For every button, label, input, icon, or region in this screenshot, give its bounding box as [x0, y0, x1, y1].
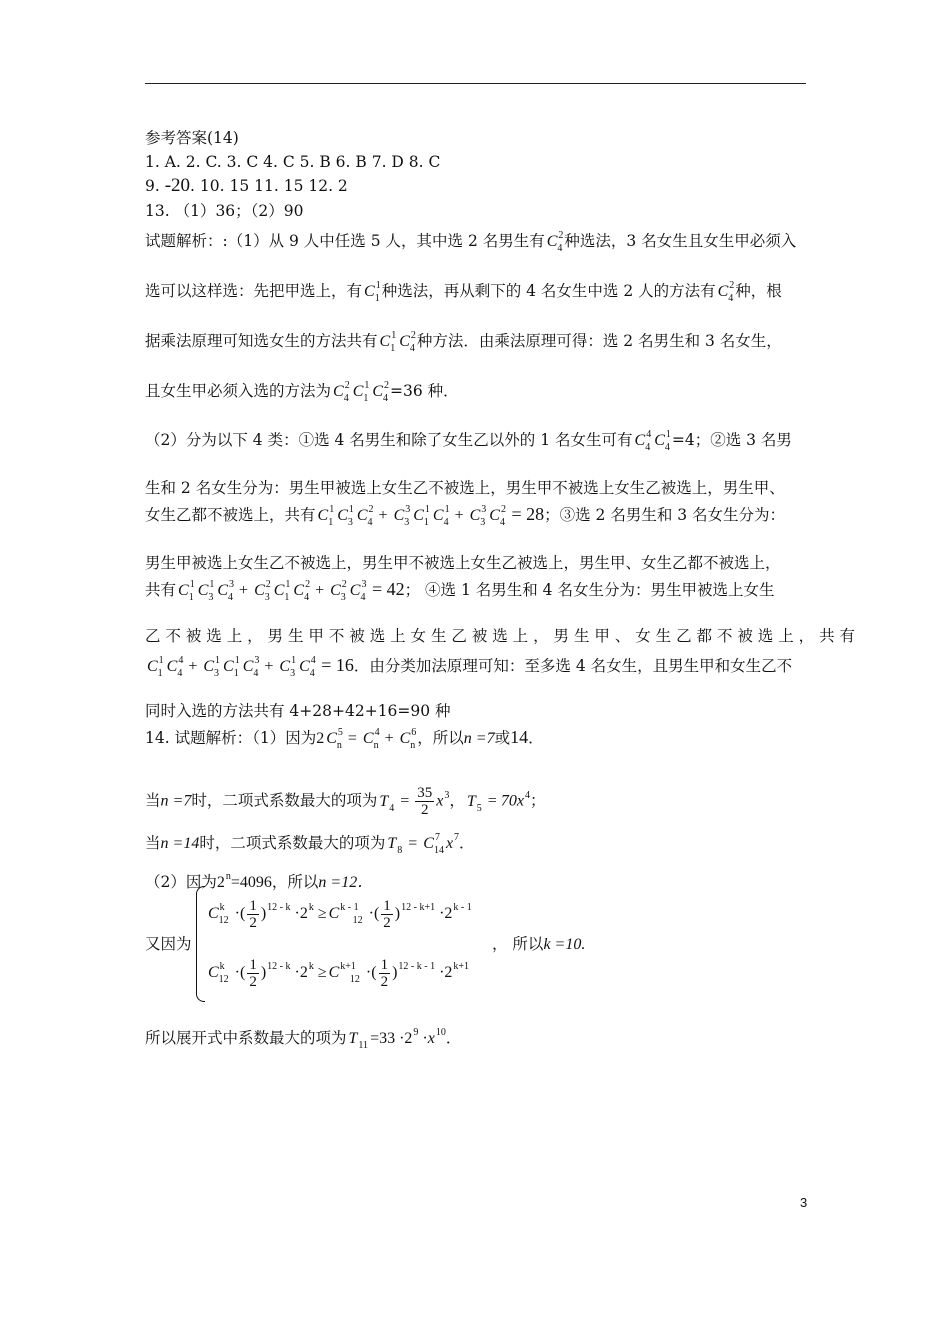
- q14-line-6: 所以展开式中系数最大的项为 $T_{11} =33 \cdot 2^9 \cdot x^{10}$．: [145, 1027, 462, 1051]
- inequality-2: $C^k_{12}$ ·( $\frac{1}{2}$ )$^{12 - k} \cdot 2^k \ge C^{k+1}_{12}$ ·( $\frac{1}{2}$ )$^{12 - k - 1} \cdot 2^{k+1}$: [208, 957, 470, 990]
- q14-line-2: 当n =7时，二项式系数最大的项为 $T_4$ = $\frac{35}{2}$ $x^3$， $T_5 = 70x^4$；: [145, 785, 546, 818]
- q14-line-3: 当n =14时，二项式系数最大的项为 $T_8 = C^7_{14}$ $x^7$．: [145, 832, 475, 856]
- q14-line-5-label: 又因为: [145, 935, 192, 953]
- header-rule: [145, 83, 806, 84]
- q13-line-10: 乙 不 被 选 上 ， 男 生 甲 不 被 选 上 女 生 乙 被 选 上 ， 男 生 甲 、 女 生 乙 都 不 被 选 上 ， 共 有: [145, 627, 856, 645]
- q13-line-11: $C^1_1$ $C^4_4 + C^1_3$ $C^1_1$ $C^3_4 + C^1_3$ $C^4_4 = 16$．由分类加法原理可知：至多选 4 名女生，且男生甲和女生乙不: [147, 655, 793, 679]
- q14-line-1: 14. 试题解析：（1）因为2 $C^5_n = C^4_n + C^6_n$ ，所以n =7或14．: [145, 727, 544, 751]
- q13-line-1: 试题解析：:（1）从 9 人中任选 5 人，其中选 2 名男生有 $C^2_4$ 种选法，3 名女生且女生甲必须入: [145, 230, 797, 254]
- inequality-1: $C^k_{12}$ ·( $\frac{1}{2}$ )$^{12 - k} \cdot 2^k \ge C^{k - 1}_{12}$ ·( $\frac{1}{2}$ )$^{12 - k+1} \cdot 2^{k - 1}$: [208, 898, 472, 931]
- q13-line-8: 男生甲被选上女生乙不被选上，男生甲不被选上女生乙被选上，男生甲、女生乙都不被选上，: [145, 554, 781, 572]
- page-number: 3: [800, 1195, 808, 1210]
- q14-line-5-tail: ， 所以k =10.: [492, 935, 586, 953]
- q13-line-5: （2）分为以下 4 类：①选 4 名男生和除了女生乙以外的 1 名女生可有 $C^4_4$ $C^1_4 =4$；②选 3 名男: [145, 429, 792, 453]
- answers-row-2: 9. -20. 10. 15 11. 15 12. 2: [145, 175, 348, 196]
- q13-line-7: 女生乙都不被选上，共有 $C^1_1$ $C^1_3$ $C^2_4 + C^3_3$ $C^1_1$ $C^1_4 + C^3_3$ $C^2_4 = 28$；③选 2 名男生和 3 名女生分为：: [145, 504, 786, 528]
- q13-line-4: 且女生甲必须入选的方法为 $C^2_4$ $C^1_1$ $C^2_4 =36$ 种．: [145, 380, 459, 404]
- q13-line-9: 共有 $C^1_1$ $C^1_3$ $C^3_4 + C^2_3$ $C^1_1$ $C^2_4 + C^2_3$ $C^3_4 = 42$； ④选 1 名男生和 4 名女生分为：男生甲被选上女生: [145, 579, 775, 603]
- answers-row-1: 1. A. 2. C. 3. C 4. C 5. B 6. B 7. D 8. C: [145, 153, 441, 171]
- system-brace: [196, 886, 205, 1002]
- fraction-35-2: $\frac{35}{2}$: [417, 785, 433, 818]
- q13-line-6: 生和 2 名女生分为：男生甲被选上女生乙不被选上，男生甲不被选上女生乙被选上，男生甲、: [145, 479, 785, 497]
- q13-line-3: 据乘法原理可知选女生的方法共有 $C^1_1$ $C^2_4$ 种方法．由乘法原理可得：选 2 名男生和 3 名女生，: [145, 330, 782, 354]
- answers-row-3: 13. （1）36；（2）90: [145, 202, 304, 220]
- q13-line-2: 选可以这样选：先把甲选上，有 $C^1_1$ 种选法，再从剩下的 4 名女生中选 2 人的方法有 $C^2_4$ 种，根: [145, 280, 782, 304]
- q14-line-4: （2）因为$2^n=4096$，所以n =12．: [145, 871, 374, 891]
- q13-line-12: 同时入选的方法共有 4+28+42+16=90 种: [145, 702, 451, 720]
- answers-heading: 参考答案(14): [145, 129, 239, 147]
